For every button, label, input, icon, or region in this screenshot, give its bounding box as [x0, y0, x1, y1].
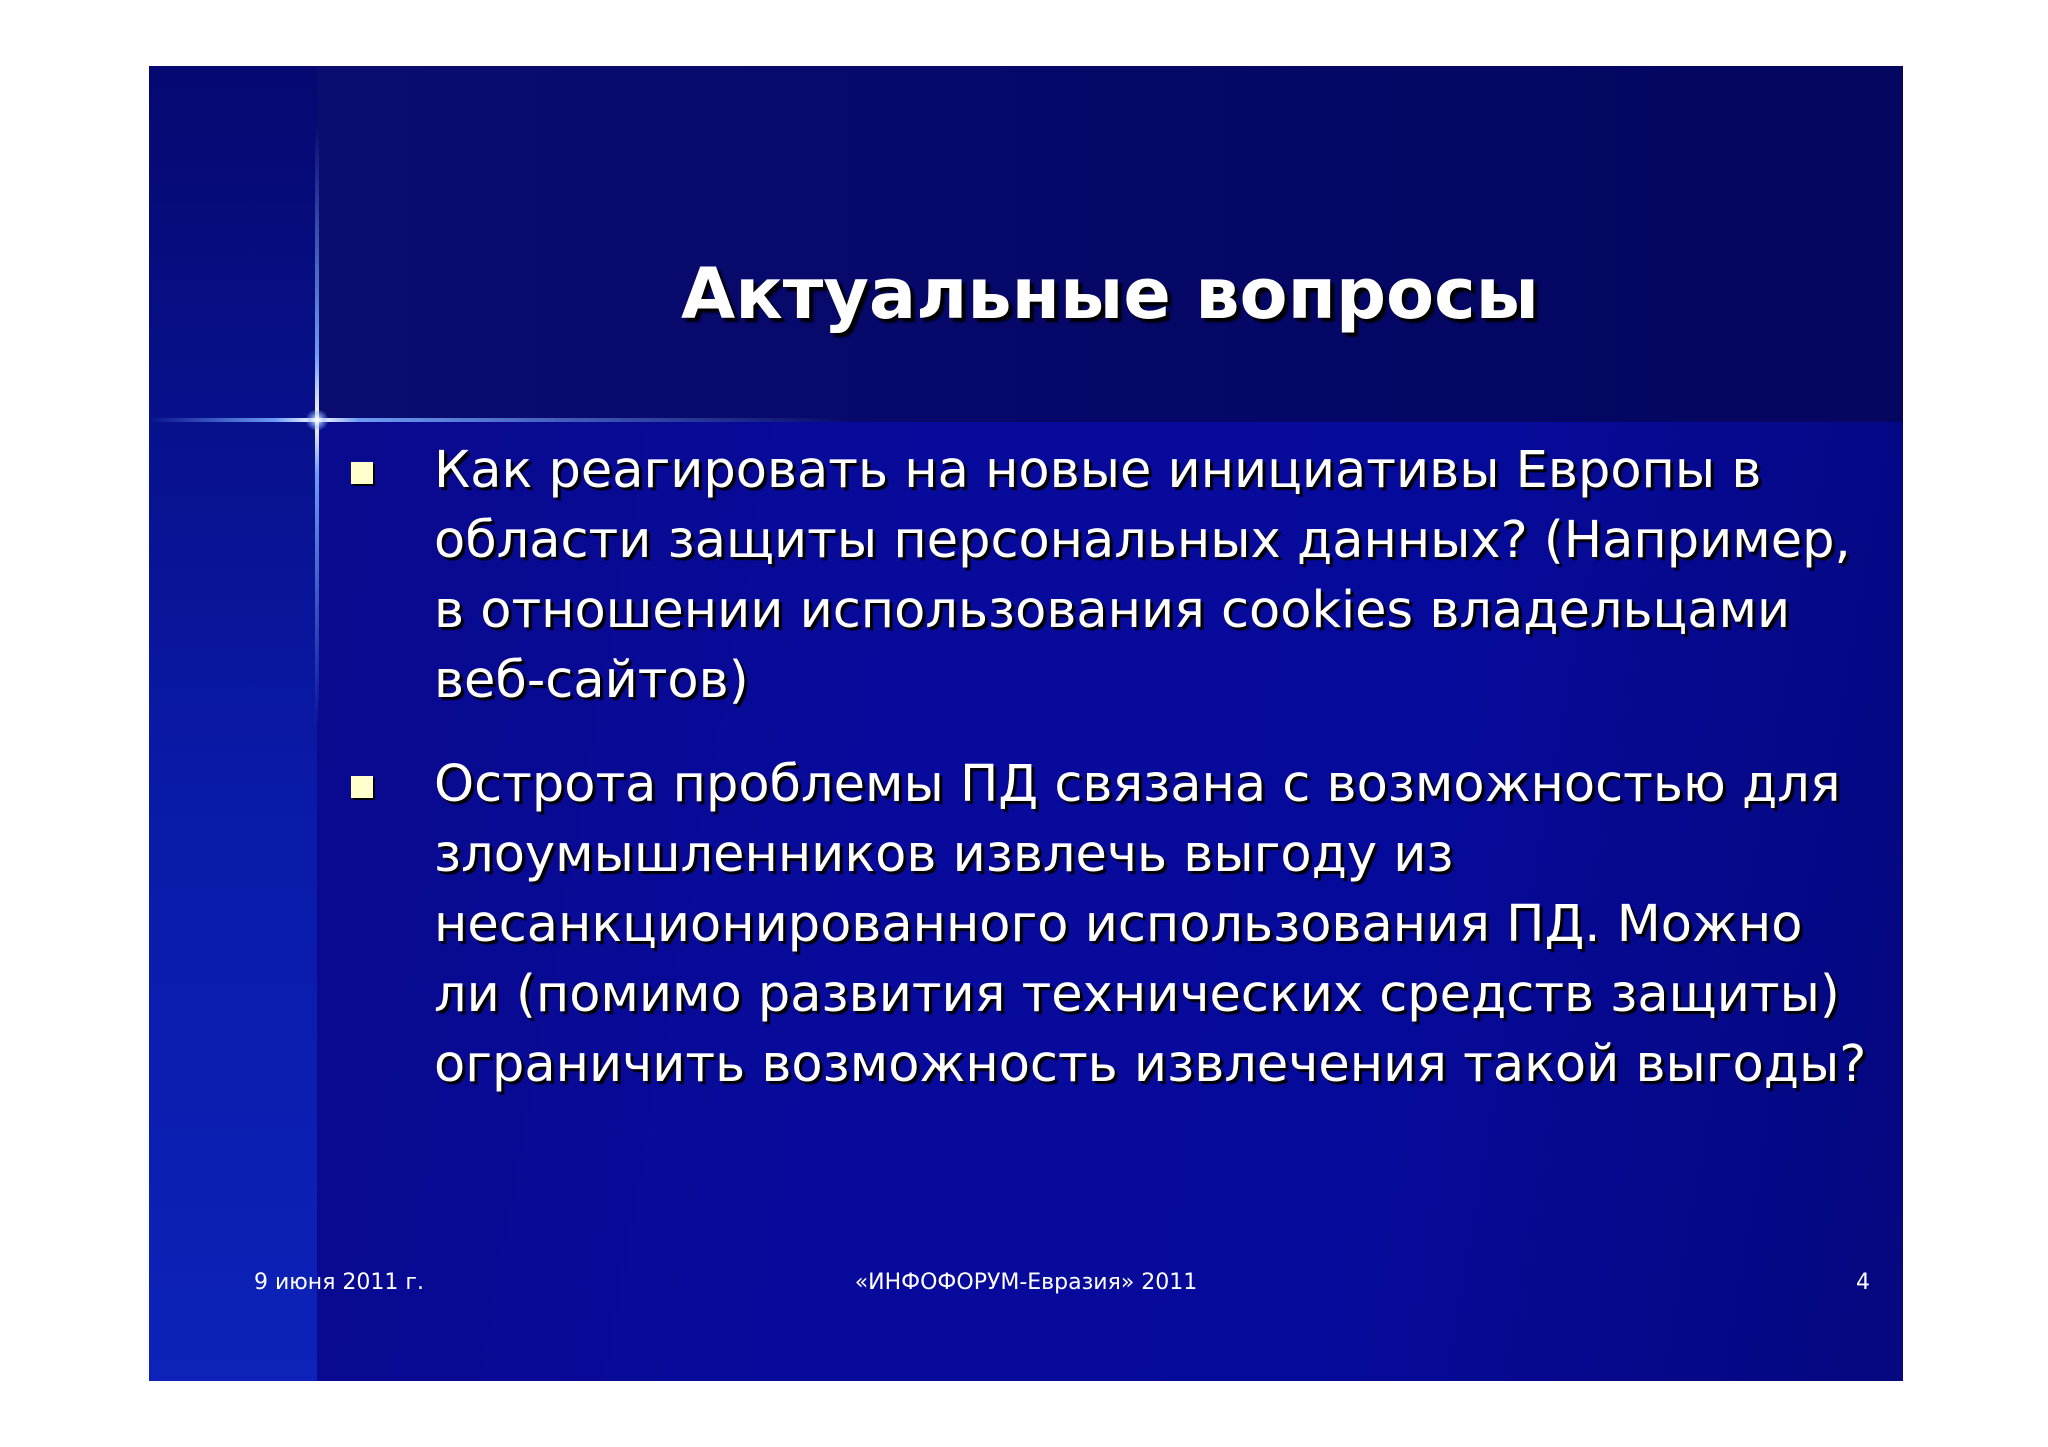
- square-bullet-icon: [351, 776, 373, 798]
- slide-title: Актуальные вопросы: [681, 253, 1539, 335]
- slide: [149, 66, 1903, 1381]
- bullet-text: Острота проблемы ПД связана с возможностью для злоумышленников извлечь выгоду из несанкционированного использования ПД. Можно ли (помимо развития технических средств защиты) ограничить возможность извлечения такой выгоды?: [434, 755, 1867, 1094]
- bullet-item: [339, 750, 1879, 1100]
- bullet-list: [339, 436, 1879, 1134]
- footer-page-number: 4: [1856, 1270, 1870, 1295]
- bullet-text: Как реагировать на новые инициативы Европы в области защиты персональных данных? (Например, в отношении использования cookies владельцами веб-сайтов): [434, 441, 1851, 710]
- star-glint-icon: [305, 410, 329, 430]
- square-bullet-icon: [351, 462, 373, 484]
- footer-center-text: «ИНФОФОРУМ-Евразия» 2011: [854, 1270, 1198, 1295]
- left-band-decoration: [149, 66, 317, 1381]
- title-band-decoration: [317, 66, 1903, 422]
- star-glint-horizontal-icon: [149, 418, 849, 422]
- bullet-item: [339, 436, 1879, 716]
- footer-date: 9 июня 2011 г.: [254, 1270, 424, 1295]
